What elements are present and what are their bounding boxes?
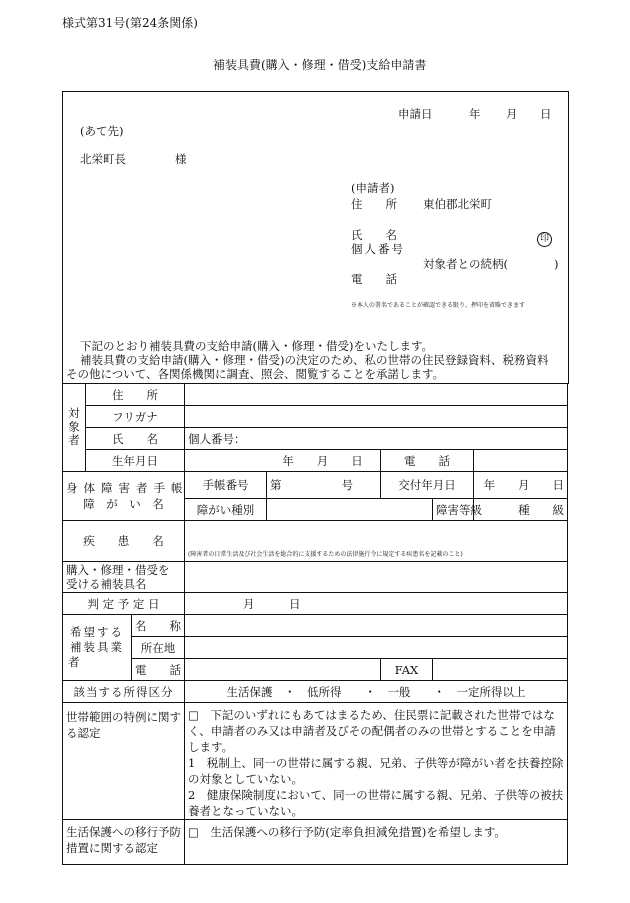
signature-note: ※本人の署名であることが確認できる限り、押印を省略できます bbox=[351, 302, 526, 309]
year-label: 年 bbox=[469, 107, 481, 121]
dob-field[interactable]: 年 月 日 bbox=[185, 450, 381, 472]
page-title: 補装具費(購入・修理・借受)支給申請書 bbox=[213, 58, 427, 72]
phone-field[interactable] bbox=[474, 450, 568, 472]
addressee-label: (あて先) bbox=[80, 124, 124, 138]
day-label: 日 bbox=[540, 107, 552, 121]
fax-field[interactable] bbox=[433, 659, 568, 681]
name-label: 氏 名 bbox=[86, 428, 185, 450]
applicant-relation-label: 対象者との続柄( ) bbox=[423, 257, 559, 271]
month-label: 月 bbox=[506, 107, 518, 121]
address-field[interactable] bbox=[185, 384, 568, 406]
furigana-field[interactable] bbox=[185, 406, 568, 428]
disability-type-label: 障がい種別 bbox=[185, 499, 267, 521]
statement-3: その他について、各関係機関に調査、照会、閲覧することを承諾します。 bbox=[66, 367, 445, 381]
applicant-address-label: 住 所 bbox=[351, 197, 397, 211]
phone-label: 電 話 bbox=[381, 450, 474, 472]
decision-date-label: 判 定 予 定 日 bbox=[63, 593, 185, 615]
statement-2: 補装具費の支給申請(購入・修理・借受)の決定のため、私の世帯の住民登録資料、税務資料 bbox=[80, 353, 549, 367]
vendor-name-field[interactable] bbox=[185, 615, 568, 637]
vendor-address-field[interactable] bbox=[185, 637, 568, 659]
addressee: 北栄町長 bbox=[80, 152, 126, 166]
special-condition-2: 2 健康保険制度において、同一の世帯に属する親、兄弟、子供等の被扶養者となっていない。 bbox=[188, 788, 564, 818]
issue-date-label: 交付年月日 bbox=[381, 472, 474, 499]
application-table bbox=[62, 383, 568, 865]
disability-type-field[interactable] bbox=[267, 499, 433, 521]
income-label: 該当する所得区分 bbox=[63, 681, 185, 703]
application-date-label: 申請日 bbox=[398, 107, 433, 121]
welfare-label: 生活保護への移行予防措置に関する認定 bbox=[63, 820, 185, 865]
vendor-name-label: 名 称 bbox=[132, 615, 185, 637]
mynumber-label: 個人番号： bbox=[188, 431, 246, 446]
handbook-number-label: 手帳番号 bbox=[185, 472, 267, 499]
subject-label: 対象者 bbox=[63, 384, 86, 472]
disease-field[interactable]: (障害者の日常生活及び社会生活を総合的に支援するための法律施行令に規定する疾患名を記載のこと) bbox=[185, 521, 568, 562]
applicant-name-label: 氏 名 bbox=[351, 228, 397, 242]
addressee-suffix: 様 bbox=[175, 152, 187, 166]
special-text[interactable]: □ 下記のいずれにもあてはまるため、住民票に記載された世帯ではなく、申請者のみ又は申請者及びその配偶者のみの世帯とすることを申請します。 bbox=[188, 708, 556, 754]
applicant-mynumber-label: 個人番号 bbox=[351, 242, 405, 256]
handbook-label: 身体障害者手帳 障 が い 名 bbox=[63, 472, 185, 521]
applicant-address-value: 東伯郡北栄町 bbox=[423, 197, 492, 211]
device-name-field[interactable] bbox=[185, 562, 568, 593]
handbook-number-field[interactable]: 第 号 bbox=[267, 472, 381, 499]
vendor-phone-field[interactable] bbox=[185, 659, 381, 681]
vendor-label: 希望する 補装具業 者 bbox=[63, 615, 132, 681]
seal-mark: 印 bbox=[537, 226, 552, 247]
applicant-header: (申請者) bbox=[351, 181, 395, 195]
special-label: 世帯範囲の特例に関する認定 bbox=[63, 703, 185, 820]
vendor-address-label: 所在地 bbox=[132, 637, 185, 659]
issue-date-field[interactable]: 年 月 日 bbox=[474, 472, 568, 499]
welfare-content[interactable]: □ 生活保護への移行予防(定率負担減免措置)を希望します。 bbox=[185, 820, 568, 865]
grade-label: 障害等級 bbox=[433, 499, 474, 521]
income-options[interactable]: 生活保護 ・ 低所得 ・ 一般 ・ 一定所得以上 bbox=[185, 681, 568, 703]
device-name-label: 購入・修理・借受を 受ける補装具名 bbox=[63, 562, 185, 593]
decision-date-field[interactable]: 月 日 bbox=[185, 593, 568, 615]
grade-field[interactable]: 種 級 bbox=[474, 499, 568, 521]
form-number: 様式第31号(第24条関係) bbox=[62, 16, 198, 30]
name-mynumber-field[interactable] bbox=[185, 428, 568, 450]
vendor-phone-label: 電 話 bbox=[132, 659, 185, 681]
dob-label: 生年月日 bbox=[86, 450, 185, 472]
address-label: 住 所 bbox=[86, 384, 185, 406]
furigana-label: フリガナ bbox=[86, 406, 185, 428]
special-content[interactable] bbox=[185, 703, 568, 820]
applicant-phone-label: 電 話 bbox=[351, 272, 397, 286]
disease-label: 疾 患 名 bbox=[63, 521, 185, 562]
fax-label: FAX bbox=[381, 659, 433, 681]
statement-1: 下記のとおり補装具費の支給申請(購入・修理・借受)をいたします。 bbox=[80, 339, 434, 353]
special-condition-1: 1 税制上、同一の世帯に属する親、兄弟、子供等が障がい者を扶養控除の対象としていない。 bbox=[188, 756, 564, 786]
